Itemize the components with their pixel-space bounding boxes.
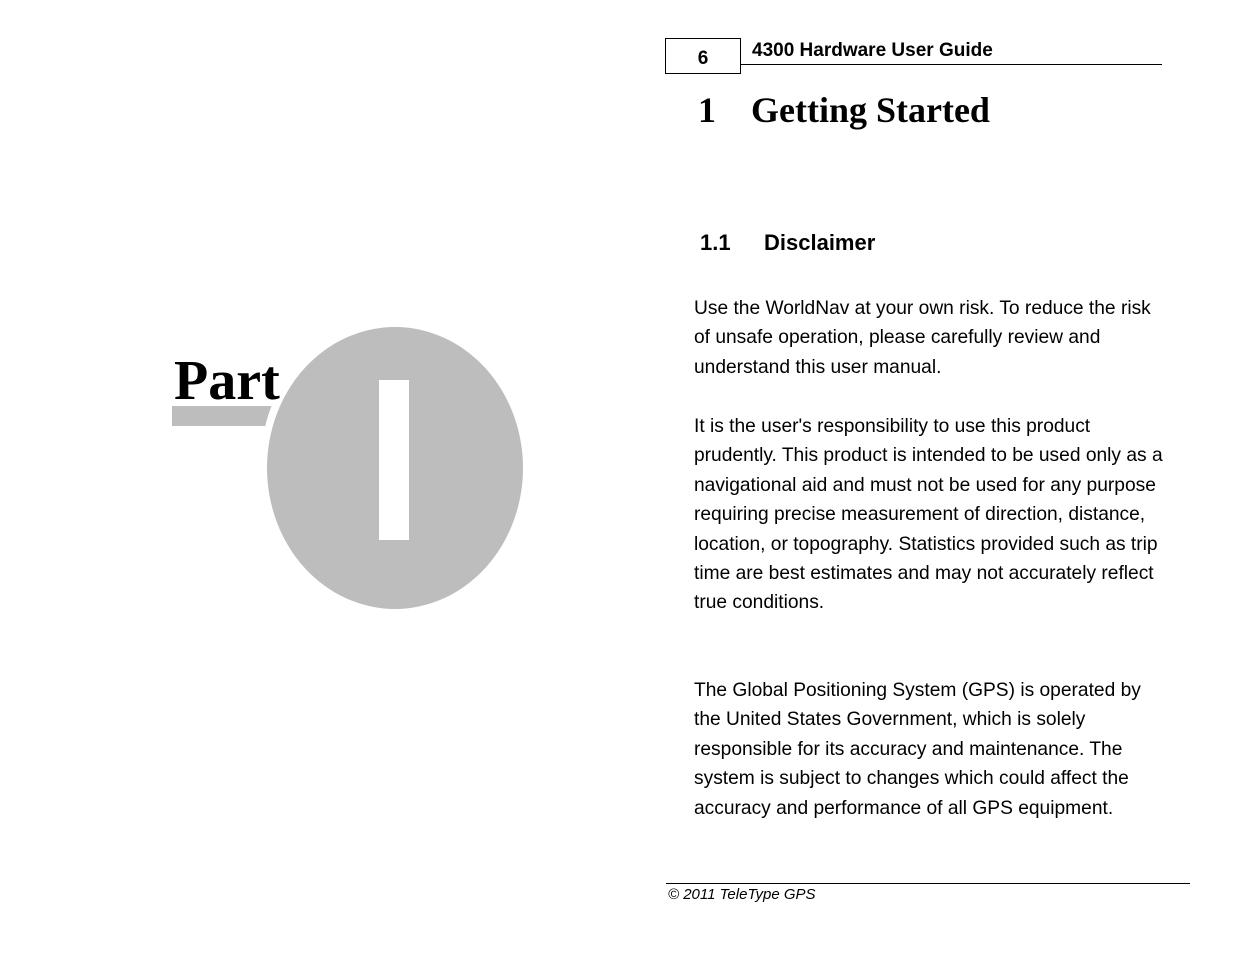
running-header-title: 4300 Hardware User Guide (752, 40, 993, 61)
footer-copyright: © 2011 TeleType GPS (668, 886, 816, 903)
part-label: Part (174, 350, 280, 412)
section-number: 1.1 (700, 230, 731, 255)
body-paragraph: It is the user's responsibility to use this product prudently. This product is intended to be used only as a navigational aid and must not be used for any purpose requiring precise measurement of direction, distance, location, or topography. Statistics provided such as trip time are best estimates and may not accurately reflect true conditions. (694, 416, 1163, 614)
section-heading (700, 228, 1180, 258)
section-title: Disclaimer (764, 230, 876, 255)
page-number: 6 (665, 38, 741, 74)
body-paragraph: Use the WorldNav at your own risk. To reduce the risk of unsafe operation, please carefully review and understand this user manual. (694, 298, 1151, 378)
body-paragraph: The Global Positioning System (GPS) is operated by the United States Government, which is solely responsible for its accuracy and maintenance. The system is subject to changes which could affect the accuracy and performance of all GPS equipment. (694, 680, 1141, 819)
chapter-number: 1 (698, 90, 716, 130)
header-rule (741, 64, 1162, 65)
chapter-title: Getting Started (751, 90, 990, 130)
right-page (660, 0, 1235, 954)
chapter-heading (698, 86, 1178, 134)
part-numeral-graphic (379, 380, 409, 540)
